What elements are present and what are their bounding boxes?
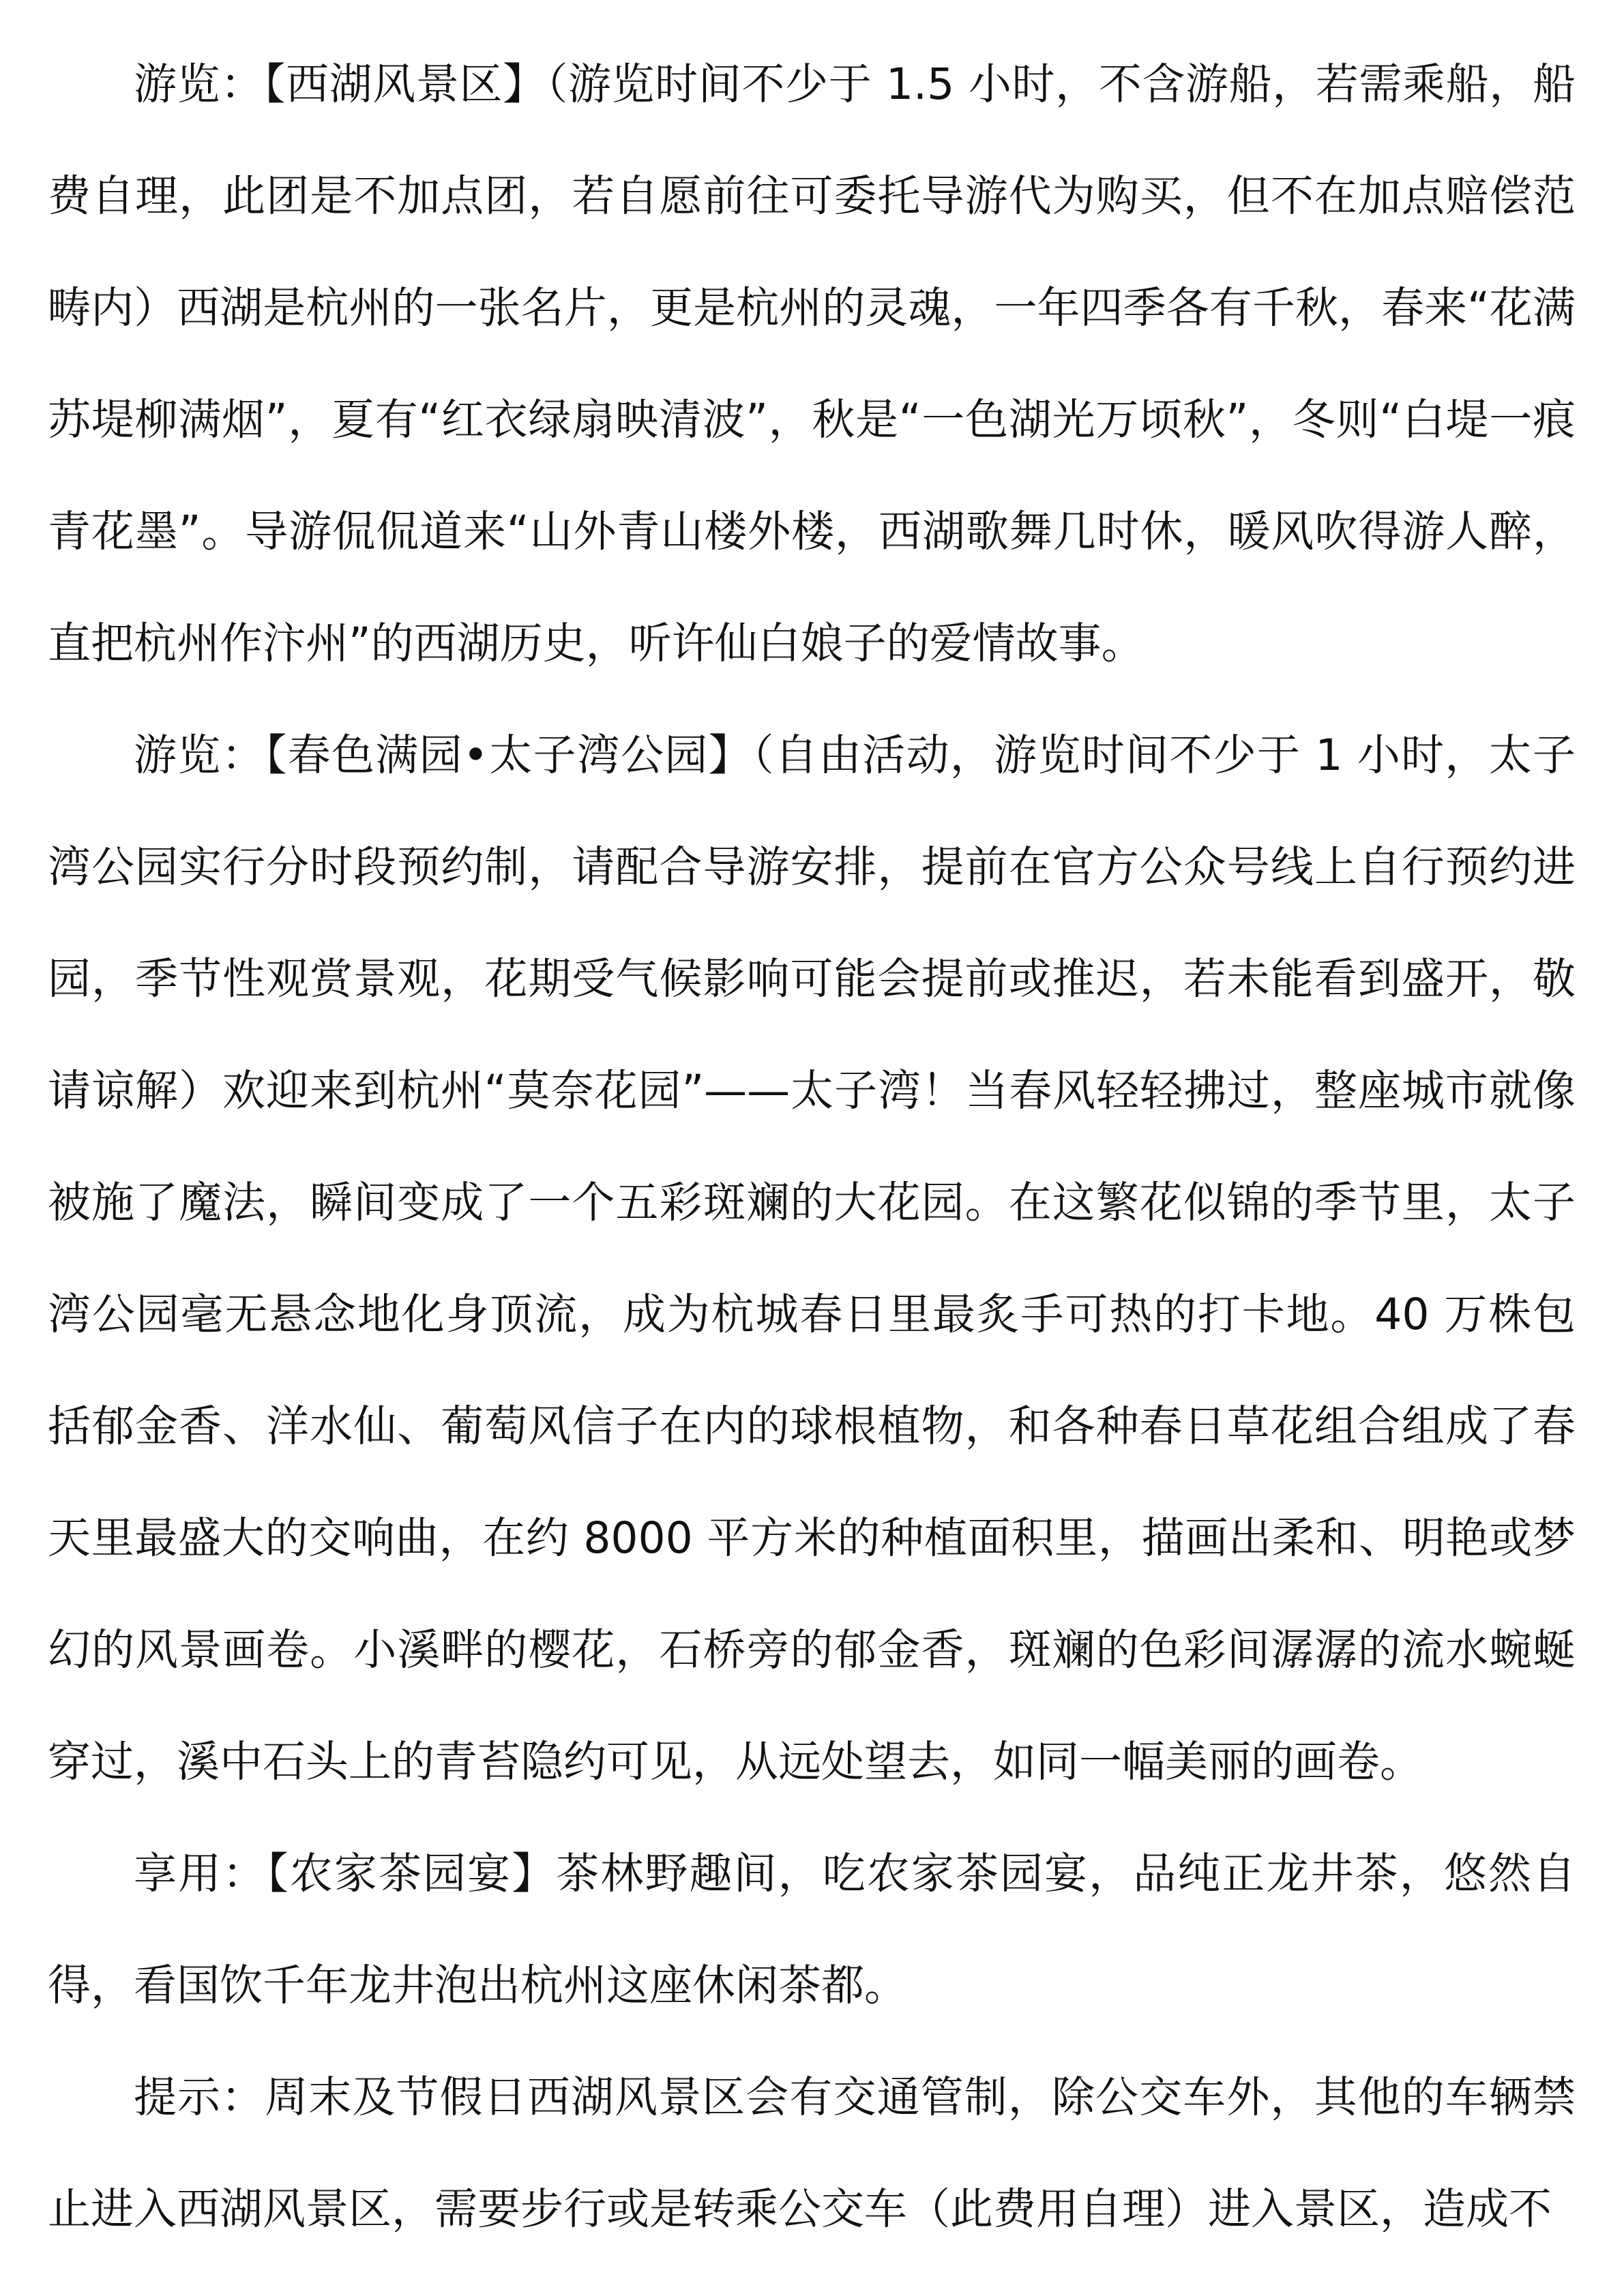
paragraph-west-lake: 游览：【西湖风景区】（游览时间不少于 1.5 小时，不含游船，若需乘船，船费自理，此团是不加点团，若自愿前往可委托导游代为购买，但不在加点赔偿范畴内）西湖是杭州的一张名片，更是杭州的灵魂，一年四季各有千秋，春来“花满苏堤柳满烟”，夏有“红衣绿扇映清波”，秋是“一色湖光万顷秋”，冬则“白堤一痕青花墨”。导游侃侃道来“山外青山楼外楼，西湖歌舞几时休，暖风吹得游人醉，直把杭州作汴州”的西湖历史，听许仙白娘子的爱情故事。 [48,59,1576,668]
paragraph-tea-garden-meal: 享用：【农家茶园宴】茶林野趣间，吃农家茶园宴，品纯正龙井茶，悠然自得，看国饮千年龙井泡出杭州这座休闲茶都。 [48,1849,1576,2010]
paragraph-taiziwan-park: 游览：【春色满园•太子湾公园】（自由活动，游览时间不少于 1 小时，太子湾公园实行分时段预约制，请配合导游安排，提前在官方公众号线上自行预约进园，季节性观赏景观，花期受气候影响可能会提前或推迟，若未能看到盛开，敬请谅解）欢迎来到杭州“莫奈花园”——太子湾！当春风轻轻拂过，整座城市就像被施了魔法，瞬间变成了一个五彩斑斓的大花园。在这繁花似锦的季节里，太子湾公园毫无悬念地化身顶流，成为杭城春日里最炙手可热的打卡地。40 万株包括郁金香、洋水仙、葡萄风信子在内的球根植物，和各种春日草花组合组成了春天里最盛大的交响曲，在约 8000 平方米的种植面积里，描画出柔和、明艳或梦幻的风景画卷。小溪畔的樱花，石桥旁的郁金香，斑斓的色彩间潺潺的流水蜿蜒穿过，溪中石头上的青苔隐约可见，从远处望去，如同一幅美丽的画卷。 [48,730,1576,1787]
itinerary-text [48,29,1576,2265]
paragraph-traffic-notice: 提示：周末及节假日西湖风景区会有交通管制，除公交车外，其他的车辆禁止进入西湖风景区，需要步行或是转乘公交车（此费用自理）进入景区，造成不 [48,2072,1576,2234]
